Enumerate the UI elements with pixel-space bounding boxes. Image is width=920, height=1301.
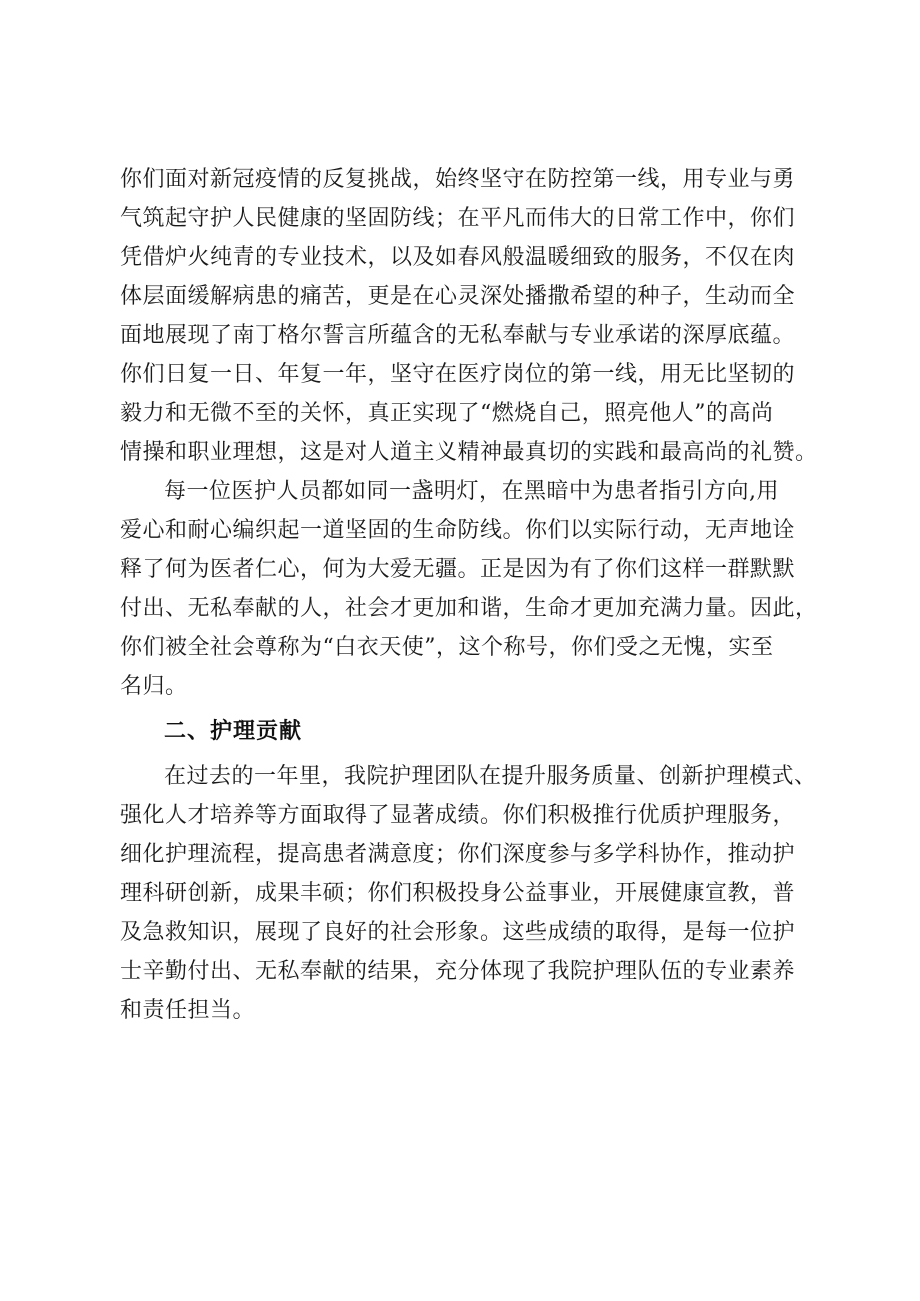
- text-line: 在过去的一年里，我院护理团队在提升服务质量、创新护理模式、: [164, 764, 817, 789]
- section-heading: 二、护理贡献: [164, 719, 303, 744]
- text-line: 及急救知识，展现了良好的社会形象。这些成绩的取得，是每一位护: [120, 920, 796, 945]
- text-line: 理科研创新，成果丰硕；你们积极投身公益事业，开展健康宣教，普: [120, 881, 796, 906]
- paragraph-nurses-service: [120, 160, 820, 472]
- text-line: 强化人才培养等方面取得了显著成绩。你们积极推行优质护理服务，: [120, 803, 796, 828]
- text-line: 气筑起守护人民健康的坚固防线；在平凡而伟大的日常工作中，你们: [120, 206, 796, 231]
- text-line: 每一位医护人员都如同一盏明灯，在黑暗中为患者指引方向,用: [164, 479, 779, 504]
- text-line: 毅力和无微不至的关怀，真正实现了“燃烧自己，照亮他人”的高尚: [120, 401, 774, 426]
- paragraph-white-angels: [120, 472, 820, 706]
- text-line: 你们日复一日、年复一年，坚守在医疗岗位的第一线，用无比坚韧的: [120, 362, 796, 387]
- text-line: 你们面对新冠疫情的反复挑战，始终坚守在防控第一线，用专业与勇: [120, 167, 796, 192]
- text-line: 细化护理流程，提高患者满意度；你们深度参与多学科协作，推动护: [120, 842, 796, 867]
- text-line: 名归。: [120, 674, 188, 699]
- text-line: 你们被全社会尊称为“白衣天使”，这个称号，你们受之无愧，实至: [120, 635, 774, 660]
- text-line: 面地展现了南丁格尔誓言所蕴含的无私奉献与专业承诺的深厚底蕴。: [120, 323, 796, 348]
- document-body: [120, 160, 820, 1030]
- text-line: 和责任担当。: [120, 998, 256, 1023]
- text-line: 释了何为医者仁心，何为大爱无疆。正是因为有了你们这样一群默默: [120, 557, 796, 582]
- text-line: 体层面缓解病患的痛苦，更是在心灵深处播撒希望的种子，生动而全: [120, 284, 796, 309]
- text-line: 爱心和耐心编织起一道坚固的生命防线。你们以实际行动，无声地诠: [120, 518, 796, 543]
- text-line: 士辛勤付出、无私奉献的结果，充分体现了我院护理队伍的专业素养: [120, 959, 796, 984]
- text-line: 付出、无私奉献的人，社会才更加和谐，生命才更加充满力量。因此，: [120, 596, 818, 621]
- paragraph-nursing-contribution: [120, 757, 820, 1030]
- text-line: 凭借炉火纯青的专业技术，以及如春风般温暖细致的服务，不仅在肉: [120, 245, 796, 270]
- text-line: 情操和职业理想，这是对人道主义精神最真切的实践和最高尚的礼赞。: [120, 440, 818, 465]
